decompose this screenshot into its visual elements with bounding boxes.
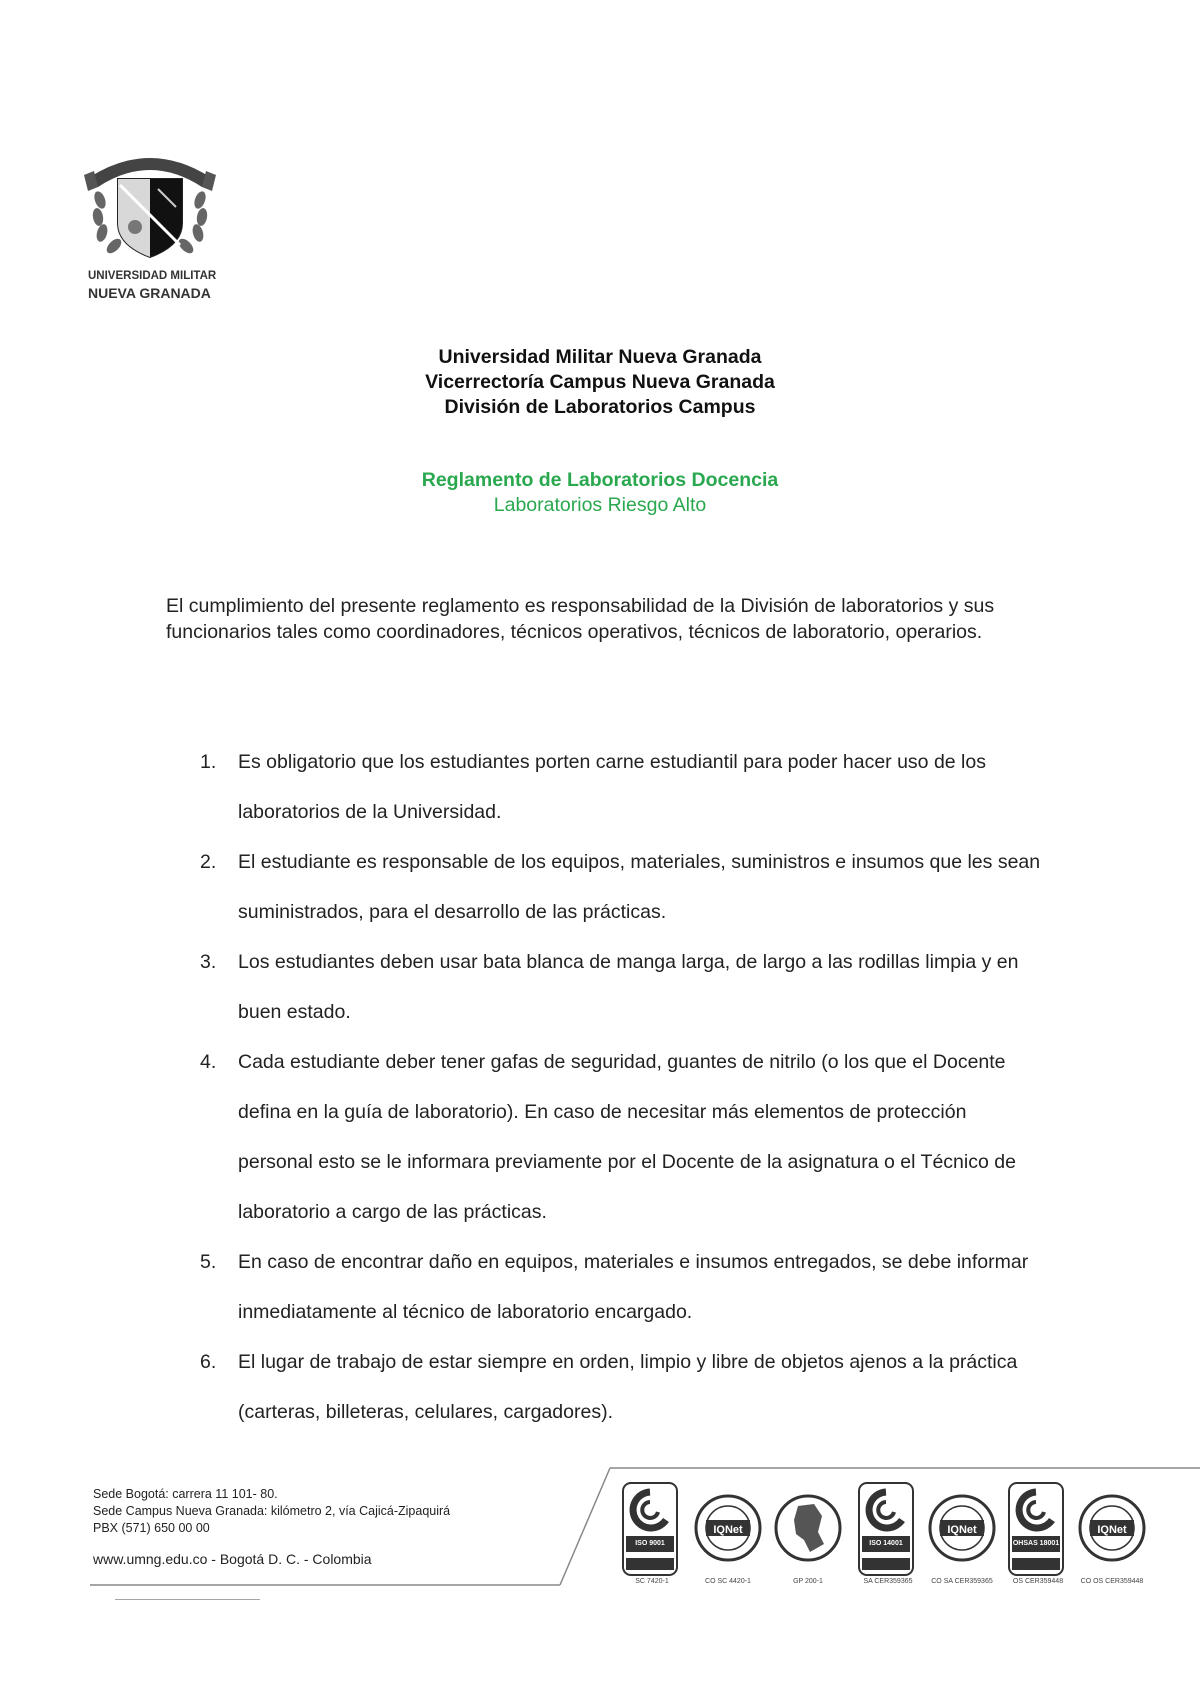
iqnet-mark: IQNet xyxy=(947,1524,977,1536)
rule-number: 1. xyxy=(200,751,217,773)
iqnet-mark: IQNet xyxy=(1097,1524,1127,1536)
iqnet-logo-icon xyxy=(1078,1482,1146,1576)
rule-text: En caso de encontrar daño en equipos, materiales e insumos entregados, se debe informar inmediatamente al técnico de laboratorio encargado. xyxy=(238,1251,1029,1323)
header-vicerrectoria: Vicerrectoría Campus Nueva Granada xyxy=(425,371,775,393)
cert-code: OS CER359448 xyxy=(1012,1578,1064,1585)
certification-logos xyxy=(622,1482,1152,1592)
footer-address xyxy=(93,1486,573,1568)
university-logo xyxy=(80,145,220,265)
list-item xyxy=(166,937,1046,1037)
iqnet-cert xyxy=(694,1482,762,1585)
header-university: Universidad Militar Nueva Granada xyxy=(438,346,762,368)
footer-sede-bogota: Sede Bogotá: carrera 11 101- 80. xyxy=(93,1487,278,1501)
icontec-cert xyxy=(1008,1482,1064,1585)
icontec-logo-icon xyxy=(622,1482,678,1576)
rules-list xyxy=(166,737,1046,1437)
iqnet-mark: IQNet xyxy=(713,1524,743,1536)
shield-emblem-icon xyxy=(80,145,220,265)
cert-code: CO SC 4420-1 xyxy=(705,1578,751,1585)
cert-code: GP 200-1 xyxy=(793,1578,823,1585)
intro-paragraph: El cumplimiento del presente reglamento es responsabilidad de la División de laboratorios y sus funcionarios tales como coordinadores, técnicos operativos, técnicos de laboratorio, operarios. xyxy=(166,595,995,643)
rule-text: Es obligatorio que los estudiantes porten carne estudiantil para poder hacer uso de los laboratorios de la Universidad. xyxy=(238,751,986,823)
iqnet-logo-icon xyxy=(928,1482,996,1576)
header-division: División de Laboratorios Campus xyxy=(444,396,756,418)
rule-number: 6. xyxy=(200,1351,217,1373)
rule-text: Cada estudiante deber tener gafas de seguridad, guantes de nitrilo (o los que el Docente defina en la guía de laboratorio). En caso de necesitar más elementos de protección personal esto se le informara previamente por el Docente de la asignatura o el Técnico de laboratorio a cargo de las prácticas. xyxy=(238,1051,1016,1223)
cert-code: SA CER359365 xyxy=(863,1578,913,1585)
rule-number: 2. xyxy=(200,851,217,873)
gp-cert xyxy=(774,1482,842,1585)
rule-text: El lugar de trabajo de estar siempre en orden, limpio y libre de objetos ajenos a la práctica (carteras, billeteras, celulares, cargadores). xyxy=(238,1351,1018,1423)
list-item xyxy=(166,837,1046,937)
iqnet-cert xyxy=(928,1482,996,1585)
iqnet-cert xyxy=(1078,1482,1146,1585)
cert-caption: OHSAS 18001 xyxy=(1012,1540,1060,1547)
logo-line-1: UNIVERSIDAD MILITAR xyxy=(88,270,217,282)
regulation-subtitle: Laboratorios Riesgo Alto xyxy=(493,494,707,516)
cert-code: CO OS CER359448 xyxy=(1080,1578,1144,1585)
rule-number: 3. xyxy=(200,951,217,973)
icontec-cert xyxy=(858,1482,914,1585)
iqnet-logo-icon xyxy=(694,1482,762,1576)
footer-website: www.umng.edu.co - Bogotá D. C. - Colombia xyxy=(93,1551,372,1567)
rule-number: 4. xyxy=(200,1051,217,1073)
rule-text: El estudiante es responsable de los equipos, materiales, suministros e insumos que les sean suministrados, para el desarrollo de las prácticas. xyxy=(238,851,1041,923)
list-item xyxy=(166,737,1046,837)
cert-code: CO SA CER359365 xyxy=(931,1578,993,1585)
regulation-heading xyxy=(0,468,1200,518)
rule-text: Los estudiantes deben usar bata blanca de manga larga, de largo a las rodillas limpia y en buen estado. xyxy=(238,951,1019,1023)
regulation-title: Reglamento de Laboratorios Docencia xyxy=(421,469,779,491)
list-item xyxy=(166,1237,1046,1337)
list-item xyxy=(166,1037,1046,1237)
document-header xyxy=(0,345,1200,420)
rule-number: 5. xyxy=(200,1251,217,1273)
cert-code: SC 7420-1 xyxy=(635,1578,669,1585)
footer-sede-campus: Sede Campus Nueva Granada: kilómetro 2, vía Cajicá-Zipaquirá xyxy=(93,1504,451,1518)
icontec-logo-icon xyxy=(1008,1482,1064,1576)
logo-line-2: NUEVA GRANADA xyxy=(88,285,211,301)
footer-pbx: PBX (571) 650 00 00 xyxy=(93,1521,210,1535)
icontec-logo-icon xyxy=(858,1482,914,1576)
icontec-cert xyxy=(622,1482,678,1585)
cert-caption: ISO 9001 xyxy=(635,1540,665,1547)
logo-wordmark xyxy=(88,268,238,302)
cert-caption: ISO 14001 xyxy=(869,1540,903,1547)
gp-colombia-logo-icon xyxy=(774,1482,842,1576)
list-item xyxy=(166,1337,1046,1437)
